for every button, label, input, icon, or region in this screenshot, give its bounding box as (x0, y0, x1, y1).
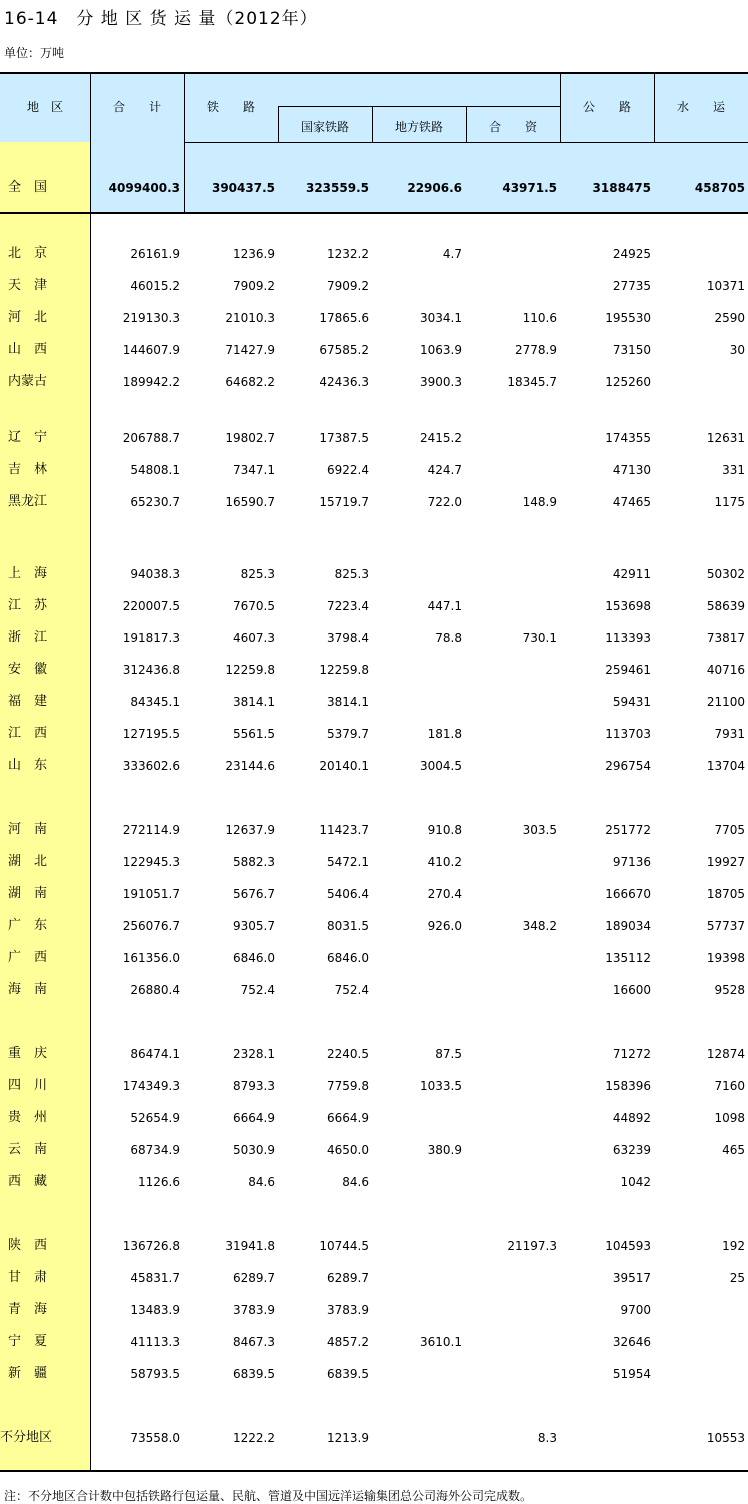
cell-highway: 113703 (605, 727, 651, 741)
cell-water (655, 1332, 745, 1352)
cell-local: 181.8 (427, 727, 462, 741)
region-label: 全 国 (8, 180, 48, 195)
region-label: 青 海 (8, 1302, 48, 1317)
header-highway: 公 路 (582, 100, 631, 114)
cell-highway: 44892 (612, 1111, 651, 1125)
region-label: 广 东 (8, 918, 48, 933)
cell-joint: 21197.3 (507, 1239, 557, 1253)
cell-national: 84.6 (342, 1175, 369, 1189)
cell-joint (467, 884, 557, 904)
cell-water: 73817 (706, 631, 745, 645)
cell-railway: 64682.2 (225, 375, 275, 389)
cell-water: 7931 (714, 727, 745, 741)
cell-railway: 19802.7 (225, 431, 275, 445)
cell-railway: 5882.3 (233, 855, 275, 869)
region-label: 浙 江 (8, 630, 48, 645)
top-rule (0, 72, 748, 74)
cell-local: 910.8 (427, 823, 462, 837)
cell-local: 270.4 (427, 887, 462, 901)
cell-total: 161356.0 (122, 951, 180, 965)
cell-local: 78.8 (435, 631, 462, 645)
cell-water: 25 (729, 1271, 745, 1285)
cell-joint (467, 660, 557, 680)
cell-total: 312436.8 (122, 663, 180, 677)
cell-national: 7223.4 (327, 599, 369, 613)
cell-local: 22906.6 (407, 181, 462, 195)
cell-national: 6839.5 (327, 1367, 369, 1381)
cell-water: 10553 (706, 1431, 745, 1445)
cell-water (655, 1172, 745, 1192)
region-label: 云 南 (8, 1142, 48, 1157)
cell-railway: 71427.9 (225, 343, 275, 357)
cell-total: 144607.9 (122, 343, 180, 357)
cell-local: 87.5 (435, 1047, 462, 1061)
cell-national: 3783.9 (327, 1303, 369, 1317)
cell-local: 447.1 (427, 599, 462, 613)
cell-railway: 3814.1 (233, 695, 275, 709)
region-label: 江 苏 (8, 598, 48, 613)
cell-joint (467, 756, 557, 776)
cell-total: 46015.2 (130, 279, 180, 293)
cell-national: 323559.5 (305, 181, 369, 195)
cell-joint (467, 460, 557, 480)
cell-railway: 752.4 (240, 983, 275, 997)
cell-railway: 3783.9 (233, 1303, 275, 1317)
cell-total: 122945.3 (122, 855, 180, 869)
cell-total: 13483.9 (130, 1303, 180, 1317)
cell-highway: 113393 (605, 631, 651, 645)
cell-local: 1033.5 (420, 1079, 462, 1093)
cell-national: 1213.9 (327, 1431, 369, 1445)
cell-water: 7160 (714, 1079, 745, 1093)
cell-local (372, 980, 462, 1000)
cell-highway (561, 1428, 651, 1448)
region-label: 新 疆 (8, 1366, 48, 1381)
cell-railway: 5561.5 (233, 727, 275, 741)
region-label: 黑龙江 (8, 494, 48, 509)
cell-railway: 21010.3 (225, 311, 275, 325)
cell-national: 17865.6 (319, 311, 369, 325)
cell-highway: 24925 (612, 247, 651, 261)
region-label: 陕 西 (8, 1238, 48, 1253)
cell-water: 12631 (706, 431, 745, 445)
header-railway: 铁 路 (206, 100, 255, 114)
cell-water (655, 244, 745, 264)
cell-railway: 4607.3 (233, 631, 275, 645)
region-label: 福 建 (8, 694, 48, 709)
cell-total: 45831.7 (130, 1271, 180, 1285)
cell-water: 57737 (706, 919, 745, 933)
cell-water: 18705 (706, 887, 745, 901)
region-label: 广 西 (8, 950, 48, 965)
cell-joint (467, 596, 557, 616)
cell-local: 380.9 (427, 1143, 462, 1157)
cell-water (655, 1300, 745, 1320)
header-national-rail: 国家铁路 (300, 120, 349, 134)
cell-total: 41113.3 (130, 1335, 180, 1349)
region-label: 河 南 (8, 822, 48, 837)
cell-highway: 59431 (612, 695, 651, 709)
cell-national: 3814.1 (327, 695, 369, 709)
cell-local (372, 564, 462, 584)
cell-railway: 84.6 (248, 1175, 275, 1189)
cell-total: 26880.4 (130, 983, 180, 997)
cell-national: 5406.4 (327, 887, 369, 901)
cell-railway: 6289.7 (233, 1271, 275, 1285)
cell-water (655, 372, 745, 392)
cell-highway: 27735 (612, 279, 651, 293)
cell-highway: 296754 (605, 759, 651, 773)
cell-highway: 259461 (605, 663, 651, 677)
cell-railway: 8793.3 (233, 1079, 275, 1093)
cell-joint (467, 1044, 557, 1064)
cell-local (372, 1172, 462, 1192)
region-label: 甘 肃 (8, 1270, 48, 1285)
cell-national: 10744.5 (319, 1239, 369, 1253)
cell-total: 272114.9 (122, 823, 180, 837)
cell-total: 4099400.3 (108, 181, 180, 195)
region-label: 上 海 (8, 566, 48, 581)
region-label: 不分地区 (0, 1430, 53, 1445)
cell-highway: 63239 (612, 1143, 651, 1157)
cell-highway: 16600 (612, 983, 651, 997)
region-label: 山 东 (8, 758, 48, 773)
cell-total: 84345.1 (130, 695, 180, 709)
cell-total: 65230.7 (130, 495, 180, 509)
cell-total: 73558.0 (130, 1431, 180, 1445)
cell-local (372, 692, 462, 712)
region-label: 江 西 (8, 726, 48, 741)
cell-joint: 730.1 (522, 631, 557, 645)
cell-water: 331 (722, 463, 745, 477)
cell-joint: 110.6 (522, 311, 557, 325)
cell-local (372, 276, 462, 296)
header-waterway: 水 运 (676, 100, 725, 114)
cell-national: 42436.3 (319, 375, 369, 389)
cell-highway: 195530 (605, 311, 651, 325)
cell-national: 3798.4 (327, 631, 369, 645)
cell-water: 21100 (706, 695, 745, 709)
region-label: 海 南 (8, 982, 48, 997)
cell-local: 1063.9 (420, 343, 462, 357)
cell-total: 94038.3 (130, 567, 180, 581)
cell-local: 2415.2 (420, 431, 462, 445)
cell-national: 5379.7 (327, 727, 369, 741)
cell-joint (467, 1076, 557, 1096)
cell-total: 26161.9 (130, 247, 180, 261)
cell-local: 3900.3 (420, 375, 462, 389)
cell-national: 4650.0 (327, 1143, 369, 1157)
cell-highway: 174355 (605, 431, 651, 445)
cell-water: 30 (729, 343, 745, 357)
cell-water: 50302 (706, 567, 745, 581)
header-joint-venture: 合 资 (488, 120, 537, 134)
region-label: 宁 夏 (8, 1334, 48, 1349)
cell-total: 189942.2 (122, 375, 180, 389)
cell-railway: 16590.7 (225, 495, 275, 509)
cell-local: 410.2 (427, 855, 462, 869)
region-label: 内蒙古 (8, 374, 48, 389)
cell-local: 926.0 (427, 919, 462, 933)
cell-railway: 2328.1 (233, 1047, 275, 1061)
cell-highway: 3188475 (592, 181, 651, 195)
cell-water (655, 1364, 745, 1384)
cell-railway: 825.3 (240, 567, 275, 581)
cell-highway: 158396 (605, 1079, 651, 1093)
cell-joint: 43971.5 (502, 181, 557, 195)
railway-subheader-line (278, 106, 560, 107)
cell-highway: 189034 (605, 919, 651, 933)
cell-joint: 18345.7 (507, 375, 557, 389)
cell-joint: 2778.9 (515, 343, 557, 357)
cell-national: 6846.0 (327, 951, 369, 965)
cell-joint (467, 1300, 557, 1320)
cell-highway: 73150 (612, 343, 651, 357)
cell-highway: 153698 (605, 599, 651, 613)
cell-railway: 1222.2 (233, 1431, 275, 1445)
cell-highway: 51954 (612, 1367, 651, 1381)
cell-joint (467, 692, 557, 712)
cell-joint (467, 276, 557, 296)
cell-railway: 6664.9 (233, 1111, 275, 1125)
cell-highway: 104593 (605, 1239, 651, 1253)
cell-local: 3004.5 (420, 759, 462, 773)
cell-joint (467, 1364, 557, 1384)
region-label: 湖 北 (8, 854, 48, 869)
cell-total: 136726.8 (122, 1239, 180, 1253)
cell-total: 86474.1 (130, 1047, 180, 1061)
region-label: 湖 南 (8, 886, 48, 901)
cell-national: 6289.7 (327, 1271, 369, 1285)
region-label: 天 津 (8, 278, 48, 293)
cell-local (372, 1268, 462, 1288)
region-label: 辽 宁 (8, 430, 48, 445)
cell-national: 20140.1 (319, 759, 369, 773)
cell-railway: 8467.3 (233, 1335, 275, 1349)
cell-total: 191817.3 (122, 631, 180, 645)
region-label: 吉 林 (8, 462, 48, 477)
cell-total: 256076.7 (122, 919, 180, 933)
cell-joint (467, 852, 557, 872)
cell-highway: 135112 (605, 951, 651, 965)
cell-national: 4857.2 (327, 1335, 369, 1349)
cell-water: 13704 (706, 759, 745, 773)
cell-water: 7705 (714, 823, 745, 837)
cell-joint (467, 1332, 557, 1352)
region-label: 北 京 (8, 246, 48, 261)
cell-total: 68734.9 (130, 1143, 180, 1157)
region-label: 重 庆 (8, 1046, 48, 1061)
cell-highway: 166670 (605, 887, 651, 901)
cell-local (372, 1236, 462, 1256)
cell-joint: 303.5 (522, 823, 557, 837)
cell-local: 3610.1 (420, 1335, 462, 1349)
cell-water: 19398 (706, 951, 745, 965)
cell-joint (467, 1108, 557, 1128)
cell-water: 58639 (706, 599, 745, 613)
header-total: 合 计 (112, 100, 161, 114)
cell-water: 10371 (706, 279, 745, 293)
cell-joint (467, 564, 557, 584)
cell-local: 722.0 (427, 495, 462, 509)
freight-table (0, 72, 748, 1472)
cell-total: 52654.9 (130, 1111, 180, 1125)
region-label: 河 北 (8, 310, 48, 325)
cell-local (372, 1300, 462, 1320)
region-label: 安 徽 (8, 662, 48, 677)
cell-total: 174349.3 (122, 1079, 180, 1093)
header-rule (0, 212, 748, 214)
cell-national: 6922.4 (327, 463, 369, 477)
cell-water: 9528 (714, 983, 745, 997)
cell-highway: 9700 (620, 1303, 651, 1317)
cell-railway: 31941.8 (225, 1239, 275, 1253)
header-bottom-line (184, 142, 748, 143)
cell-railway: 7347.1 (233, 463, 275, 477)
cell-highway: 125260 (605, 375, 651, 389)
cell-railway: 5030.9 (233, 1143, 275, 1157)
cell-railway: 9305.7 (233, 919, 275, 933)
cell-national: 12259.8 (319, 663, 369, 677)
region-label: 四 川 (8, 1078, 48, 1093)
cell-local: 4.7 (442, 247, 462, 261)
cell-national: 825.3 (334, 567, 369, 581)
cell-joint (467, 244, 557, 264)
cell-highway: 1042 (620, 1175, 651, 1189)
cell-national: 7909.2 (327, 279, 369, 293)
cell-national: 7759.8 (327, 1079, 369, 1093)
cell-national: 2240.5 (327, 1047, 369, 1061)
cell-railway: 7909.2 (233, 279, 275, 293)
cell-highway: 39517 (612, 1271, 651, 1285)
cell-joint (467, 1140, 557, 1160)
cell-railway: 6839.5 (233, 1367, 275, 1381)
cell-railway: 23144.6 (225, 759, 275, 773)
cell-joint (467, 948, 557, 968)
region-label: 山 西 (8, 342, 48, 357)
cell-local: 3034.1 (420, 311, 462, 325)
cell-local (372, 1428, 462, 1448)
cell-water: 19927 (706, 855, 745, 869)
cell-national: 6664.9 (327, 1111, 369, 1125)
cell-total: 191051.7 (122, 887, 180, 901)
cell-highway: 42911 (612, 567, 651, 581)
cell-local: 424.7 (427, 463, 462, 477)
cell-railway: 1236.9 (233, 247, 275, 261)
cell-highway: 47130 (612, 463, 651, 477)
cell-highway: 32646 (612, 1335, 651, 1349)
cell-highway: 47465 (612, 495, 651, 509)
cell-total: 219130.3 (122, 311, 180, 325)
cell-water: 2590 (714, 311, 745, 325)
cell-total: 58793.5 (130, 1367, 180, 1381)
cell-total: 220007.5 (122, 599, 180, 613)
cell-national: 17387.5 (319, 431, 369, 445)
cell-railway: 12637.9 (225, 823, 275, 837)
cell-joint: 148.9 (522, 495, 557, 509)
bottom-rule (0, 1470, 748, 1472)
cell-national: 5472.1 (327, 855, 369, 869)
cell-joint (467, 724, 557, 744)
cell-railway: 12259.8 (225, 663, 275, 677)
unit-label: 单位：万吨 (4, 46, 65, 60)
footnote: 注：不分地区合计数中包括铁路行包运量、民航、管道及中国远洋运输集团总公司海外公司完成数。 (4, 1489, 533, 1503)
header-local-rail: 地方铁路 (394, 120, 443, 134)
table-title: 16-14 分 地 区 货 运 量（2012年） (4, 9, 318, 29)
cell-highway: 71272 (612, 1047, 651, 1061)
cell-water: 465 (722, 1143, 745, 1157)
cell-national: 11423.7 (319, 823, 369, 837)
header-region: 地 区 (26, 100, 63, 114)
cell-water: 458705 (694, 181, 745, 195)
cell-railway: 7670.5 (233, 599, 275, 613)
cell-local (372, 660, 462, 680)
cell-water: 192 (722, 1239, 745, 1253)
cell-water: 40716 (706, 663, 745, 677)
cell-joint (467, 428, 557, 448)
cell-railway: 6846.0 (233, 951, 275, 965)
cell-highway: 251772 (605, 823, 651, 837)
cell-national: 15719.7 (319, 495, 369, 509)
cell-railway: 390437.5 (211, 181, 275, 195)
cell-water: 1098 (714, 1111, 745, 1125)
cell-national: 67585.2 (319, 343, 369, 357)
region-label: 西 藏 (8, 1174, 48, 1189)
cell-water: 1175 (714, 495, 745, 509)
cell-national: 752.4 (334, 983, 369, 997)
cell-national: 1232.2 (327, 247, 369, 261)
cell-total: 206788.7 (122, 431, 180, 445)
cell-total: 1126.6 (138, 1175, 180, 1189)
cell-total: 333602.6 (122, 759, 180, 773)
cell-joint (467, 980, 557, 1000)
cell-local (372, 1108, 462, 1128)
cell-total: 54808.1 (130, 463, 180, 477)
cell-joint (467, 1268, 557, 1288)
cell-highway: 97136 (612, 855, 651, 869)
cell-national: 8031.5 (327, 919, 369, 933)
region-label: 贵 州 (8, 1110, 48, 1125)
cell-local (372, 948, 462, 968)
cell-joint: 8.3 (537, 1431, 557, 1445)
cell-joint (467, 1172, 557, 1192)
cell-total: 127195.5 (122, 727, 180, 741)
cell-local (372, 1364, 462, 1384)
cell-water: 12874 (706, 1047, 745, 1061)
cell-joint: 348.2 (522, 919, 557, 933)
cell-railway: 5676.7 (233, 887, 275, 901)
